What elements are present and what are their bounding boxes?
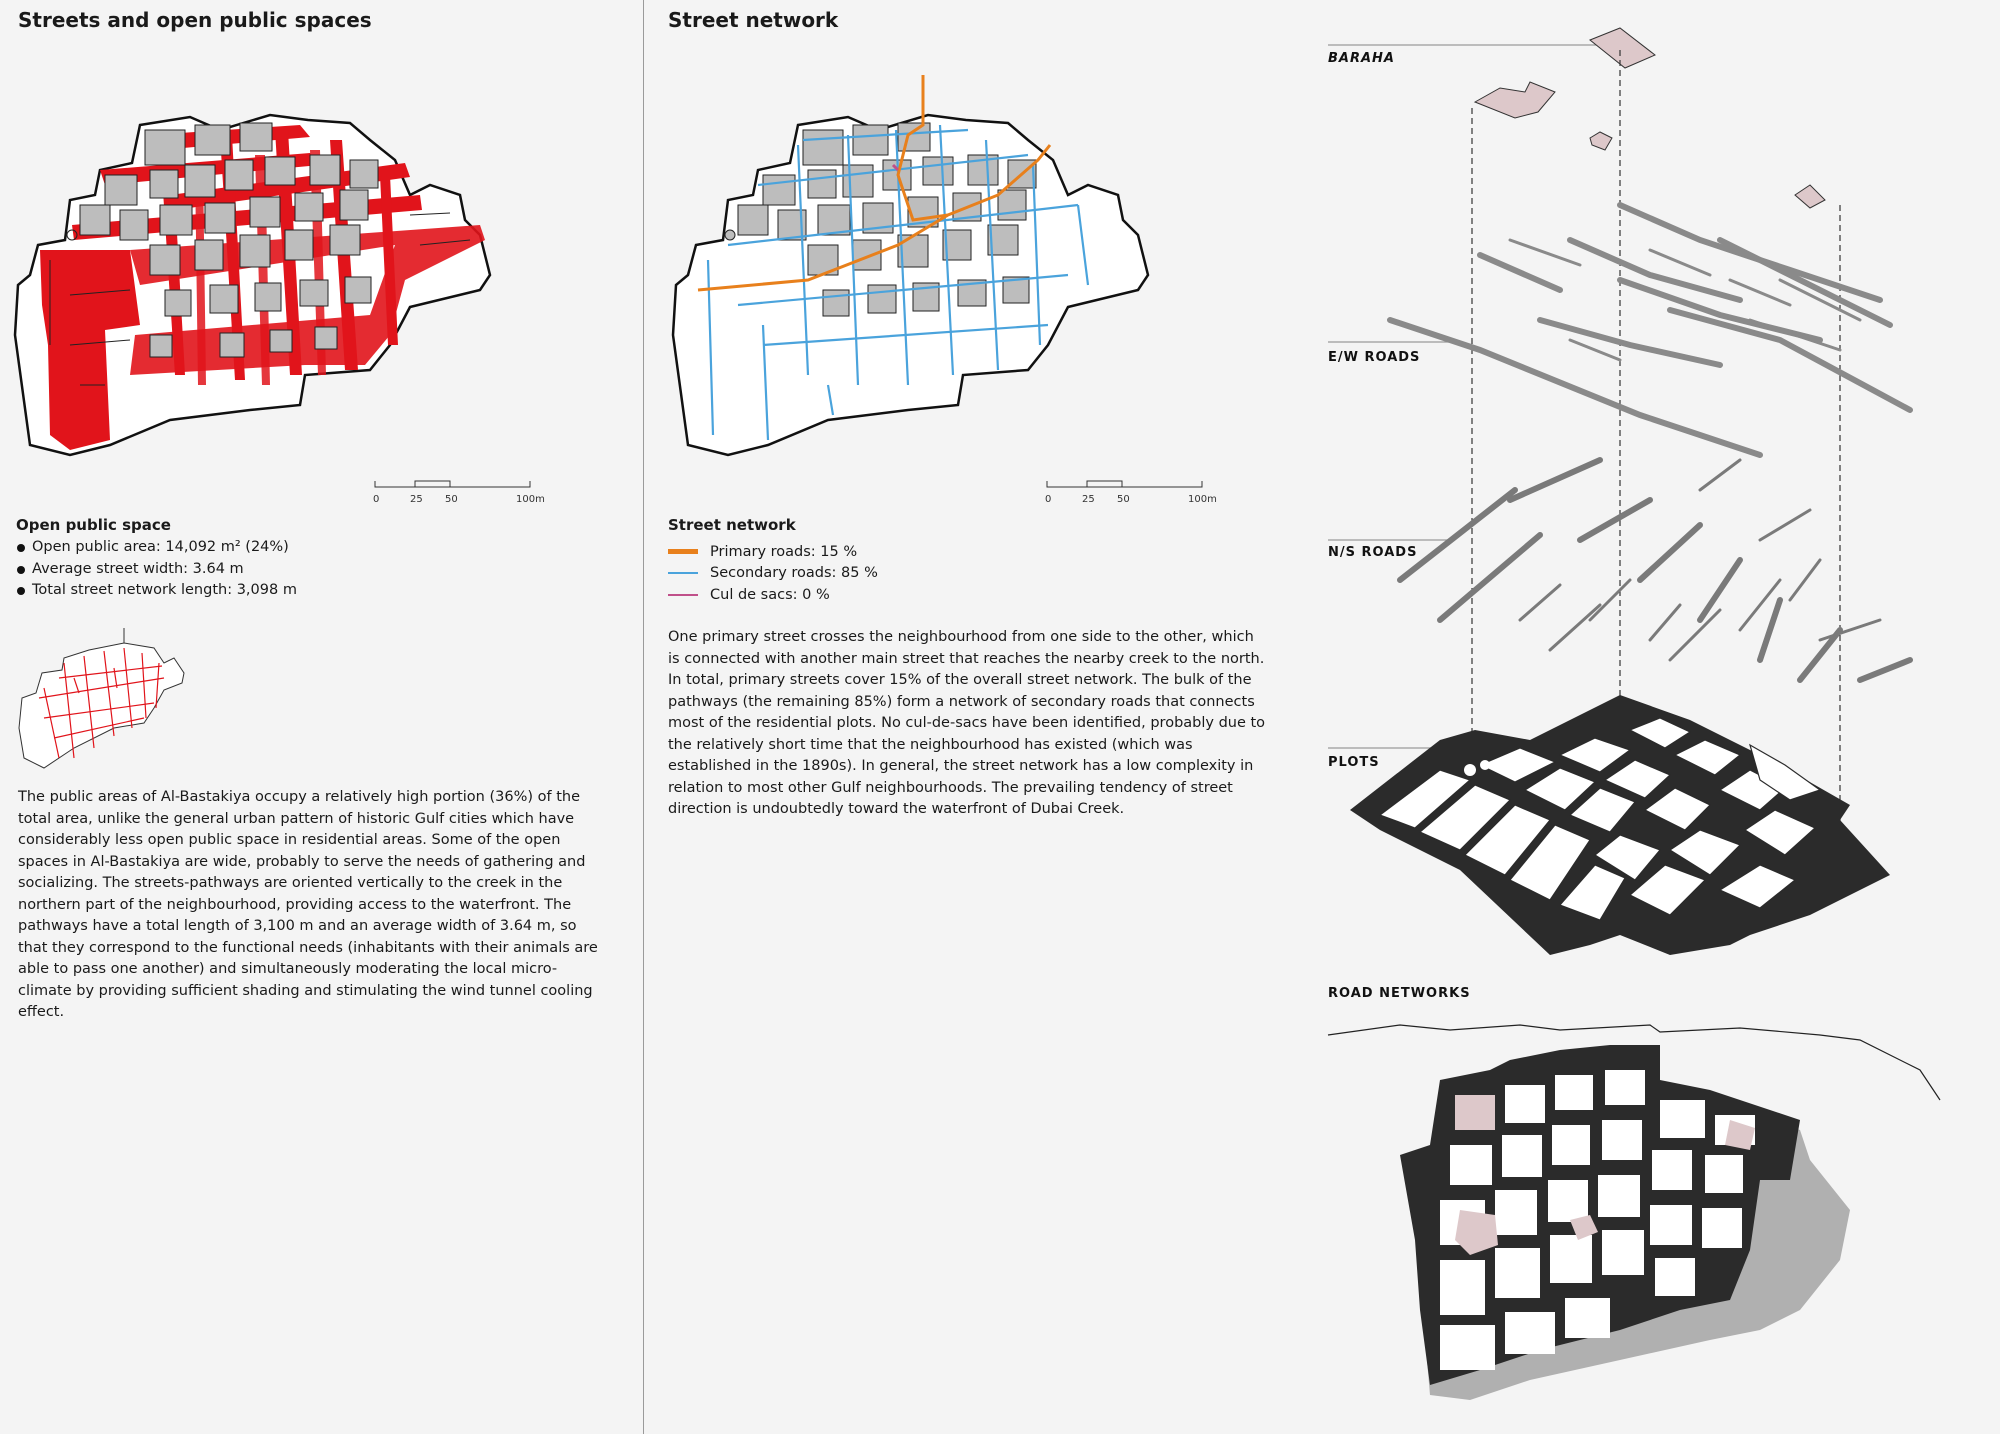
layer-label-ns-roads: N/S ROADS <box>1328 545 1418 560</box>
axonometric-diagram <box>1320 20 1970 1420</box>
layer-label-baraha: BARAHA <box>1328 51 1395 66</box>
scale-bar-left <box>370 475 550 507</box>
legend-swatch-secondary <box>668 572 698 574</box>
legend-swatch-cul-de-sac <box>668 594 698 596</box>
scale-tick-25: 25 <box>410 494 423 505</box>
layer-label-ew-roads: E/W ROADS <box>1328 350 1421 365</box>
panel-divider <box>643 0 644 1434</box>
ns-roads <box>1400 460 1910 680</box>
legend-swatch-primary <box>668 549 698 554</box>
ew-roads <box>1390 205 1910 455</box>
scale-tick-0: 0 <box>373 494 380 505</box>
legend-heading: Street network <box>668 516 796 534</box>
street-network-paragraph: One primary street crosses the neighbourhood from one side to the other, which is connected with another main street that reaches the nearby creek to the north. In total, primary streets cover 15% of the overall street network. The bulk of the pathways (the remaining 85%) form a network of secondary roads that connects most of the residential plots. No cul-de-sacs have been identified, probably due to the relatively short time that the neighbourhood has existed (which was established in the 1890s). In general, the street network has a low complexity in relation to most other Gulf neighbourhoods. The prevailing tendency of street direction is undoubtedly toward the waterfront of Dubai Creek. <box>668 629 1266 817</box>
baraha-shapes <box>1475 28 1825 208</box>
scale-tick-25: 25 <box>1082 494 1095 505</box>
legend-label: Primary roads: 15 % <box>710 543 858 560</box>
open-space-heading: Open public space <box>16 516 171 534</box>
open-space-paragraph: The public areas of Al-Bastakiya occupy a relatively high portion (36%) of the total area, unlike the general urban pattern of historic Gulf cities which have considerably less open public space in residential areas. Some of the open spaces in Al-Bastakiya are wide, probably to serve the needs of gathering and socializing. The streets-pathways are oriented vertically to the creek in the northern part of the neighbourhood, providing access to the waterfront. The pathways have a total length of 3,100 m and an average width of 3.64 m, so that they correspond to the functional needs (inhabitants with their animals are able to pass one another) and simultaneously moderating the local micro-climate by providing sufficient shading and stimulating the wind tunnel cooling effect. <box>18 789 598 1020</box>
legend-item-secondary <box>668 563 878 585</box>
open-space-map <box>10 45 600 465</box>
scale-tick-50: 50 <box>1117 494 1130 505</box>
scale-tick-100m: 100m <box>516 494 545 505</box>
street-network-thumbnail <box>14 618 236 773</box>
list-item: Open public area: 14,092 m² (24%) <box>16 537 297 559</box>
street-network-map <box>668 45 1258 465</box>
scale-tick-0: 0 <box>1045 494 1052 505</box>
scale-bar-middle <box>1042 475 1222 507</box>
legend-label: Cul de sacs: 0 % <box>710 586 830 603</box>
legend-label: Secondary roads: 85 % <box>710 565 878 582</box>
open-space-list <box>16 537 297 602</box>
layer-label-road-networks: ROAD NETWORKS <box>1328 986 1471 1001</box>
legend-item-cul-de-sac <box>668 584 878 606</box>
scale-tick-100m: 100m <box>1188 494 1217 505</box>
panel-title-street-network: Street network <box>668 8 839 32</box>
legend-item-primary <box>668 541 878 563</box>
scale-tick-50: 50 <box>445 494 458 505</box>
list-item: Total street network length: 3,098 m <box>16 580 297 602</box>
panel-title-streets-open-spaces: Streets and open public spaces <box>18 8 372 32</box>
street-network-legend <box>668 541 878 606</box>
layer-label-plots: PLOTS <box>1328 755 1380 770</box>
list-item: Average street width: 3.64 m <box>16 559 297 581</box>
